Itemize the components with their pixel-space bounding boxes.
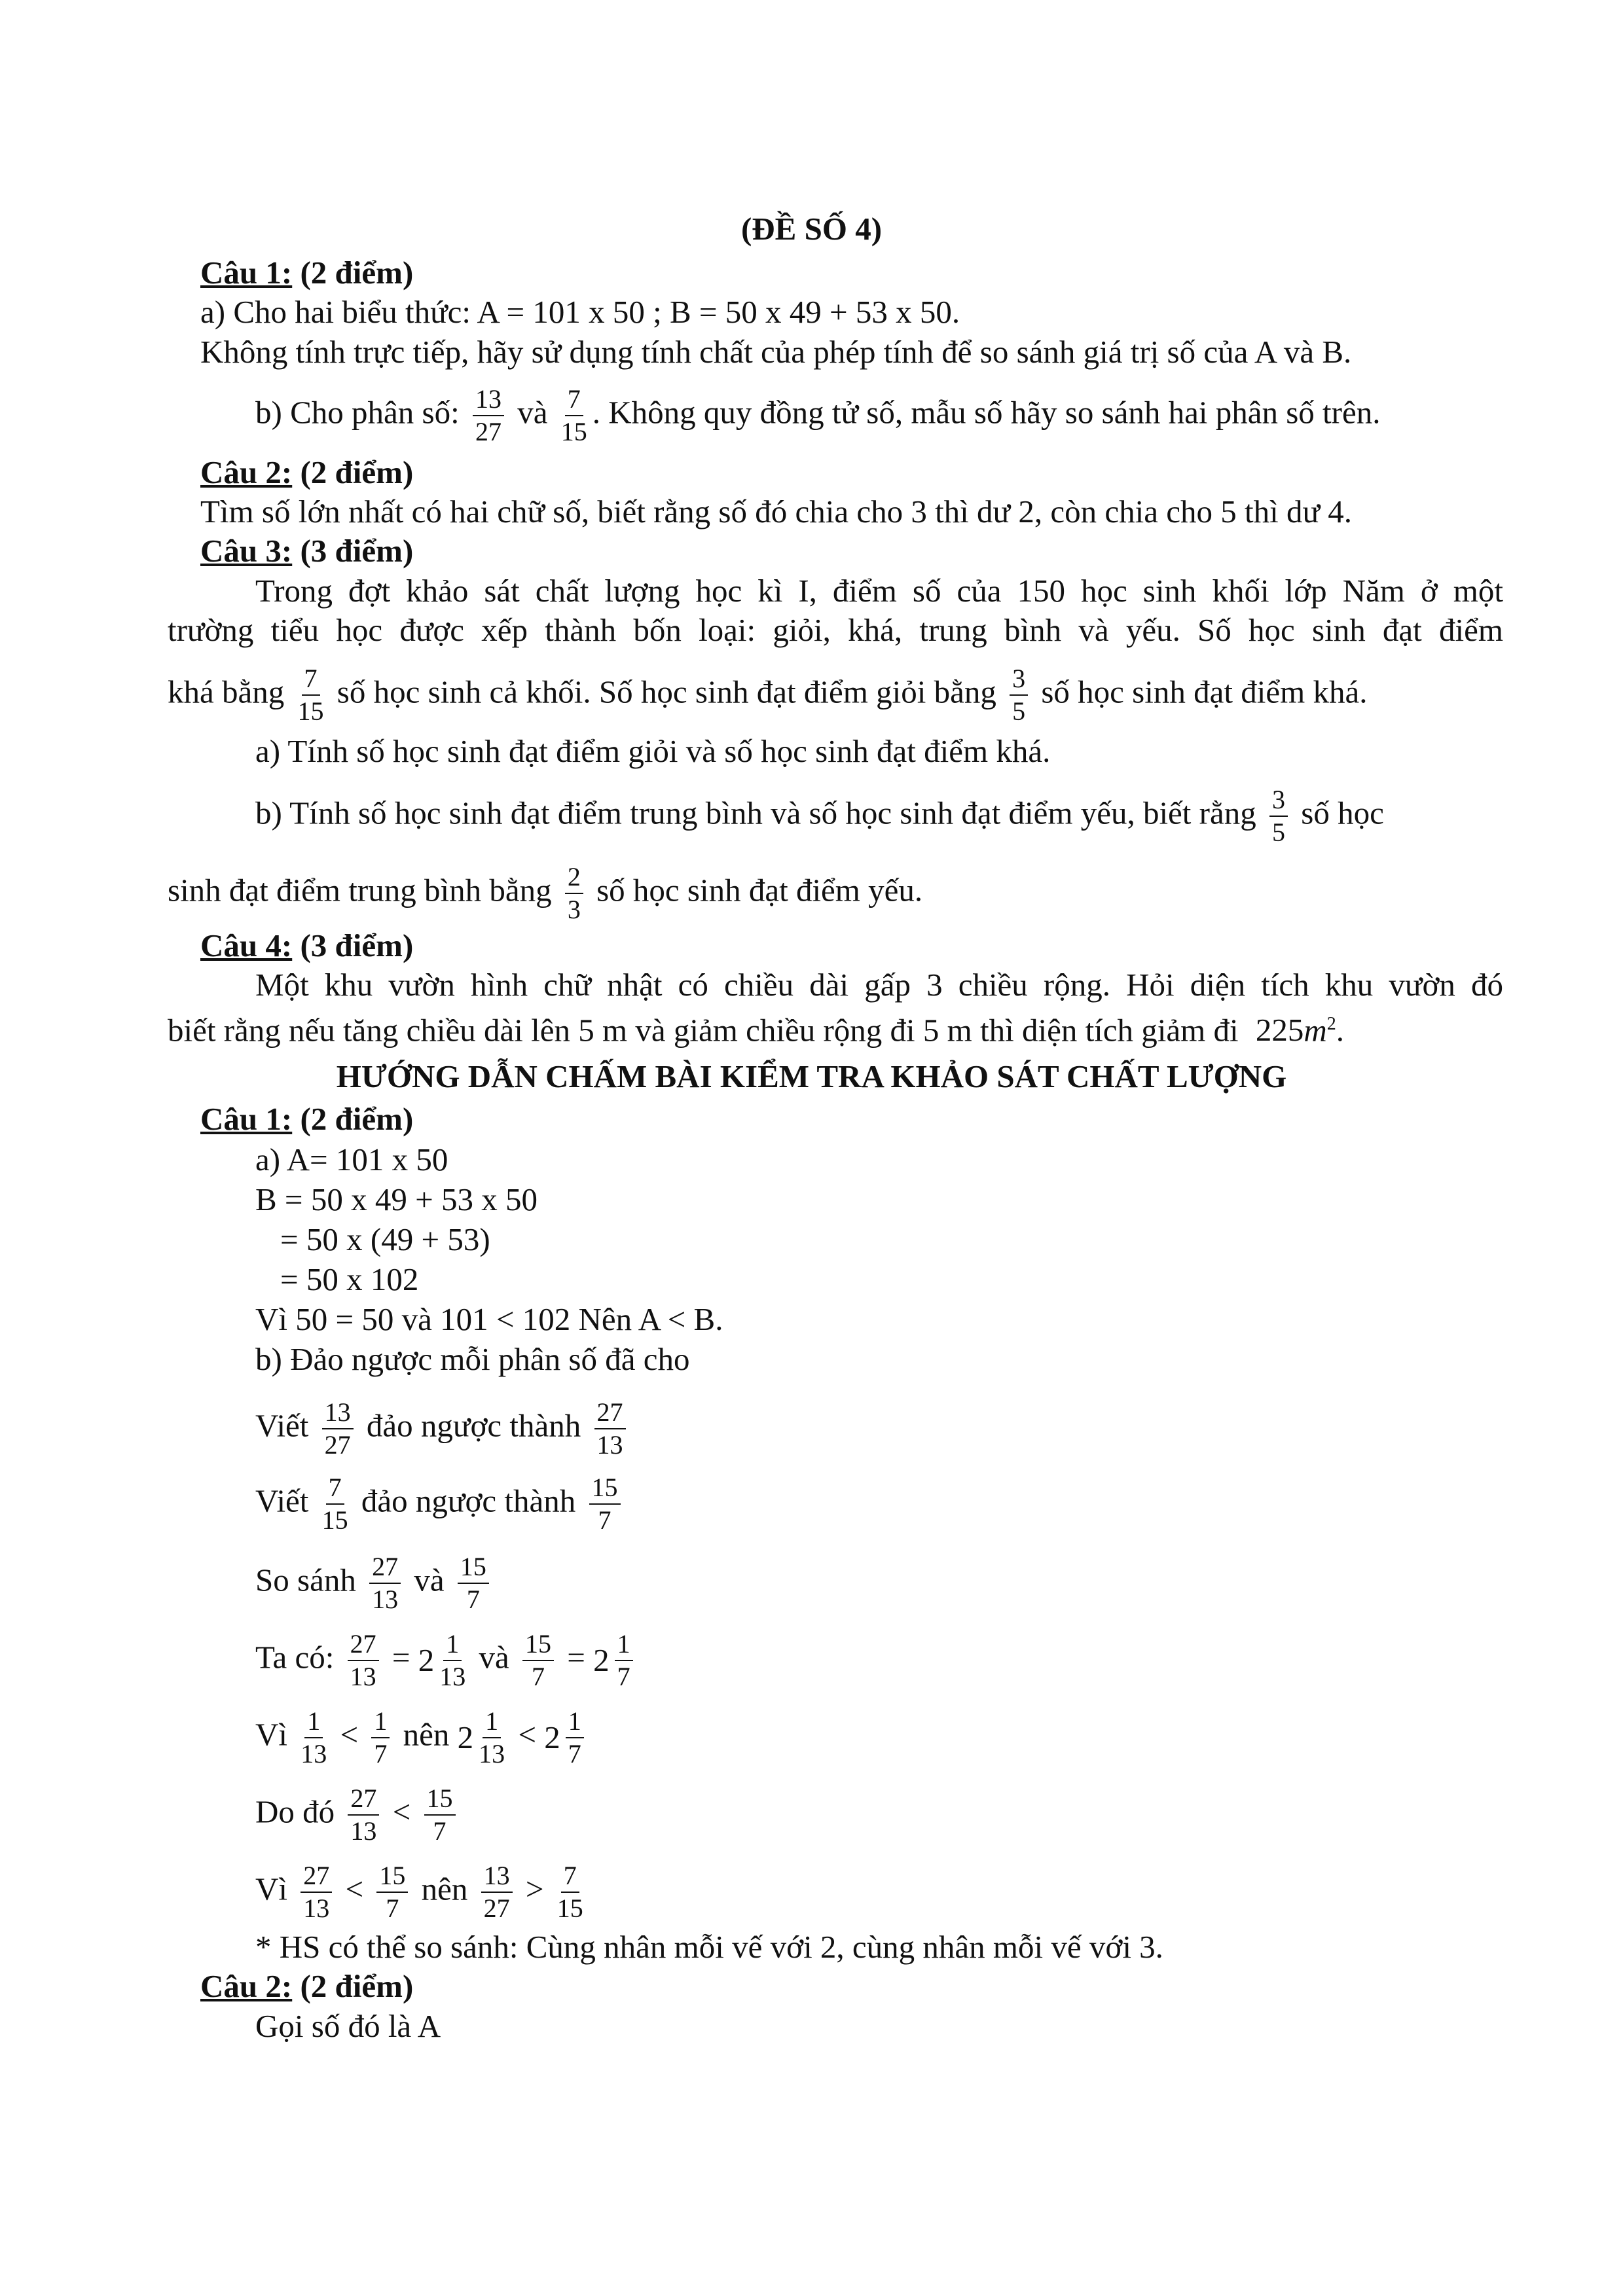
numerator: 13 [322, 1398, 354, 1429]
denominator: 13 [301, 1739, 327, 1768]
numerator: 15 [376, 1861, 408, 1893]
guide-conclusion-a: Vì 50 = 50 và 101 < 102 Nên A < B. [255, 1301, 723, 1337]
fraction-1-7 [371, 1707, 390, 1768]
question-3-points: (3 điểm) [300, 533, 414, 569]
fraction-13-27 [322, 1398, 354, 1460]
numerator: 7 [302, 664, 320, 696]
q3-line-3 [168, 664, 1367, 726]
numerator: 1 [566, 1707, 584, 1738]
q3b-text: b) Tính số học sinh đạt điểm trung bình và số học sinh đạt điểm yếu, biết rằng [255, 795, 1256, 831]
numerator: 2 [565, 863, 583, 894]
fraction-13-27 [481, 1861, 513, 1923]
and-word: và [479, 1639, 509, 1676]
fraction-1-13 [439, 1630, 465, 1691]
guide-part-b: b) Đảo ngược mỗi phân số đã cho [255, 1341, 690, 1377]
invert-phrase: đảo ngược thành [366, 1407, 581, 1444]
area-value: 225 [1255, 1012, 1304, 1049]
q1b-prefix: b) Cho phân số: [255, 394, 460, 431]
denominator: 7 [374, 1739, 388, 1768]
because-word: Vì [255, 1716, 287, 1753]
q1-instruction: Không tính trực tiếp, hãy sử dụng tính chất của phép tính để so sánh giá trị số của A và B. [200, 334, 1352, 370]
fraction-7-15 [557, 1861, 583, 1923]
denominator: 13 [372, 1585, 399, 1614]
numerator: 1 [483, 1707, 501, 1738]
denominator: 7 [568, 1739, 581, 1768]
question-4-heading [200, 926, 413, 965]
fraction-27-13 [348, 1784, 379, 1846]
q4-period: . [1336, 1012, 1345, 1049]
numerator: 7 [561, 1861, 579, 1893]
numerator: 15 [522, 1630, 554, 1661]
question-1-points: (2 điểm) [300, 255, 414, 291]
fraction-2-3 [565, 863, 583, 924]
fraction-1-7 [566, 1707, 584, 1768]
write-word: Viết [255, 1407, 309, 1444]
fraction-15-7 [522, 1630, 554, 1691]
numerator: 13 [481, 1861, 513, 1893]
numerator: 1 [615, 1630, 633, 1661]
so-word: nên [421, 1871, 468, 1907]
fraction-15-7 [458, 1552, 489, 1614]
mixed-number-line [255, 1630, 638, 1691]
denominator: 7 [433, 1816, 447, 1846]
question-1-heading [200, 253, 413, 293]
fraction-13-27 [473, 385, 504, 446]
question-2-heading [200, 453, 413, 492]
area-exponent: 2 [1326, 1014, 1336, 1034]
guide-line-a: a) A= 101 x 50 [255, 1141, 448, 1177]
numerator: 13 [473, 385, 504, 416]
denominator: 3 [567, 895, 581, 924]
denominator: 13 [479, 1739, 505, 1768]
denominator: 13 [439, 1662, 466, 1691]
numerator: 27 [348, 1630, 379, 1661]
fraction-15-7 [424, 1784, 456, 1846]
guide-question-2-label: Câu 2: [200, 1968, 293, 2004]
numerator: 3 [1269, 785, 1288, 817]
q4-line-1: Một khu vườn hình chữ nhật có chiều dài gấp 3 chiều rộng. Hỏi diện tích khu vườn đó [255, 967, 1503, 1003]
denominator: 7 [598, 1505, 611, 1535]
numerator: 27 [369, 1552, 401, 1584]
q3-part-a: a) Tính số học sinh đạt điểm giỏi và số học sinh đạt điểm khá. [255, 733, 1051, 769]
q3-text-b: số học sinh cả khối. Số học sinh đạt điểm giỏi bằng [337, 673, 996, 710]
denominator: 7 [466, 1585, 480, 1614]
equals-sign: = [392, 1639, 410, 1676]
because-word: Vì [255, 1871, 287, 1907]
q3b2-text-a: sinh đạt điểm trung bình bằng [168, 872, 552, 908]
denominator: 13 [303, 1893, 330, 1923]
fraction-7-15 [298, 664, 324, 726]
fraction-1-13 [479, 1707, 505, 1768]
fraction-1-13 [301, 1707, 327, 1768]
therefore-word: Do đó [255, 1793, 335, 1830]
q3-text-a: khá bằng [168, 673, 285, 710]
so-word: nên [403, 1716, 450, 1753]
and-word: và [414, 1562, 445, 1598]
denominator: 5 [1272, 817, 1285, 847]
numerator: 15 [458, 1552, 489, 1584]
numerator: 3 [1010, 664, 1028, 696]
area-unit: m [1304, 1012, 1327, 1049]
less-than-sign: < [518, 1716, 537, 1753]
denominator: 27 [483, 1893, 510, 1923]
q4-text: biết rằng nếu tăng chiều dài lên 5 m và giảm chiều rộng đi 5 m thì diện tích giảm đi [168, 1012, 1239, 1049]
numerator: 1 [371, 1707, 390, 1738]
less-than-sign: < [345, 1871, 364, 1907]
q1-part-b [255, 385, 1381, 446]
denominator: 27 [324, 1430, 351, 1460]
question-1-label: Câu 1: [200, 255, 293, 291]
guide-question-1-heading [200, 1100, 413, 1139]
whole-part: 2 [457, 1719, 474, 1755]
fraction-1-7 [615, 1630, 633, 1691]
fraction-3-5 [1269, 785, 1288, 847]
denominator: 7 [617, 1662, 630, 1691]
numerator: 15 [589, 1473, 621, 1505]
guide-line-b2: = 50 x (49 + 53) [280, 1221, 490, 1257]
q1b-suffix: . Không quy đồng tử số, mẫu số hãy so sánh hai phân số trên. [592, 394, 1381, 431]
numerator: 7 [565, 385, 583, 416]
q3-part-b-line-1 [255, 785, 1384, 847]
numerator: 1 [304, 1707, 323, 1738]
equals-sign: = [567, 1639, 585, 1676]
guide-question-2-heading [200, 1967, 413, 2006]
fraction-3-5 [1010, 664, 1028, 726]
q4-line-2 [168, 1005, 1344, 1050]
we-have-word: Ta có: [255, 1639, 335, 1676]
guide-question-1-points: (2 điểm) [300, 1101, 414, 1137]
guide-question-1-label: Câu 1: [200, 1101, 293, 1137]
guide-line-b: B = 50 x 49 + 53 x 50 [255, 1181, 538, 1217]
q3b2-text-b: số học sinh đạt điểm yếu. [596, 872, 923, 908]
conclusion-line [255, 1861, 589, 1923]
q2-text: Tìm số lớn nhất có hai chữ số, biết rằng số đó chia cho 3 thì dư 2, còn chia cho 5 thì dư 4. [200, 493, 1352, 529]
denominator: 13 [350, 1816, 377, 1846]
denominator: 15 [321, 1505, 348, 1535]
fraction-27-13 [594, 1398, 626, 1460]
question-4-label: Câu 4: [200, 927, 293, 963]
denominator: 27 [475, 417, 501, 446]
fraction-7-15 [561, 385, 587, 446]
fraction-7-15 [322, 1473, 348, 1535]
question-2-points: (2 điểm) [300, 454, 414, 490]
numerator: 15 [424, 1784, 456, 1816]
and-word: và [517, 394, 548, 431]
guide-q2-line-1: Gọi số đó là A [255, 2008, 441, 2044]
fraction-27-13 [348, 1630, 379, 1691]
invert-line-2 [255, 1473, 626, 1535]
question-3-label: Câu 3: [200, 533, 293, 569]
question-2-label: Câu 2: [200, 454, 293, 490]
less-than-sign: < [392, 1793, 411, 1830]
write-word: Viết [255, 1482, 309, 1519]
compare-line [255, 1552, 494, 1614]
whole-part: 2 [418, 1642, 435, 1678]
denominator: 5 [1012, 696, 1026, 726]
numerator: 1 [443, 1630, 462, 1661]
reason-line-1 [255, 1707, 589, 1768]
invert-line-1 [255, 1398, 631, 1460]
denominator: 15 [560, 417, 587, 446]
student-note: * HS có thể so sánh: Cùng nhân mỗi vế với 2, cùng nhân mỗi vế với 3. [255, 1929, 1163, 1965]
grading-guide-title: HƯỚNG DẪN CHẤM BÀI KIỂM TRA KHẢO SÁT CHẤT LƯỢNG [336, 1058, 1287, 1094]
q3-part-b-line-2 [168, 863, 922, 924]
guide-line-b3: = 50 x 102 [280, 1261, 419, 1297]
guide-question-2-points: (2 điểm) [300, 1968, 414, 2004]
denominator: 13 [350, 1662, 376, 1691]
q3b-text-end: số học [1301, 795, 1384, 831]
therefore-line [255, 1784, 461, 1846]
fraction-27-13 [369, 1552, 401, 1614]
numerator: 27 [594, 1398, 626, 1429]
question-4-points: (3 điểm) [300, 927, 414, 963]
denominator: 15 [556, 1893, 583, 1923]
whole-part: 2 [544, 1719, 560, 1755]
fraction-27-13 [301, 1861, 332, 1923]
denominator: 7 [386, 1893, 399, 1923]
question-3-heading [200, 531, 413, 571]
numerator: 27 [301, 1861, 332, 1893]
q3-text-c: số học sinh đạt điểm khá. [1041, 673, 1368, 710]
compare-word: So sánh [255, 1562, 356, 1598]
whole-part: 2 [593, 1642, 610, 1678]
q3-line-2: trường tiểu học được xếp thành bốn loại: giỏi, khá, trung bình và yếu. Số học sinh đạt điểm [168, 612, 1503, 648]
invert-phrase: đảo ngược thành [361, 1482, 576, 1519]
exam-title: (ĐỀ SỐ 4) [740, 211, 883, 247]
fraction-15-7 [376, 1861, 408, 1923]
fraction-15-7 [589, 1473, 621, 1535]
denominator: 13 [596, 1430, 623, 1460]
less-than-sign: < [340, 1716, 359, 1753]
numerator: 7 [326, 1473, 344, 1505]
numerator: 27 [348, 1784, 379, 1816]
denominator: 15 [297, 696, 324, 726]
q3-line-1: Trong đợt khảo sát chất lượng học kì I, điểm số của 150 học sinh khối lớp Năm ở một [255, 573, 1503, 609]
denominator: 7 [532, 1662, 545, 1691]
q1-part-a: a) Cho hai biểu thức: A = 101 x 50 ; B = 50 x 49 + 53 x 50. [200, 294, 960, 330]
greater-than-sign: > [525, 1871, 544, 1907]
